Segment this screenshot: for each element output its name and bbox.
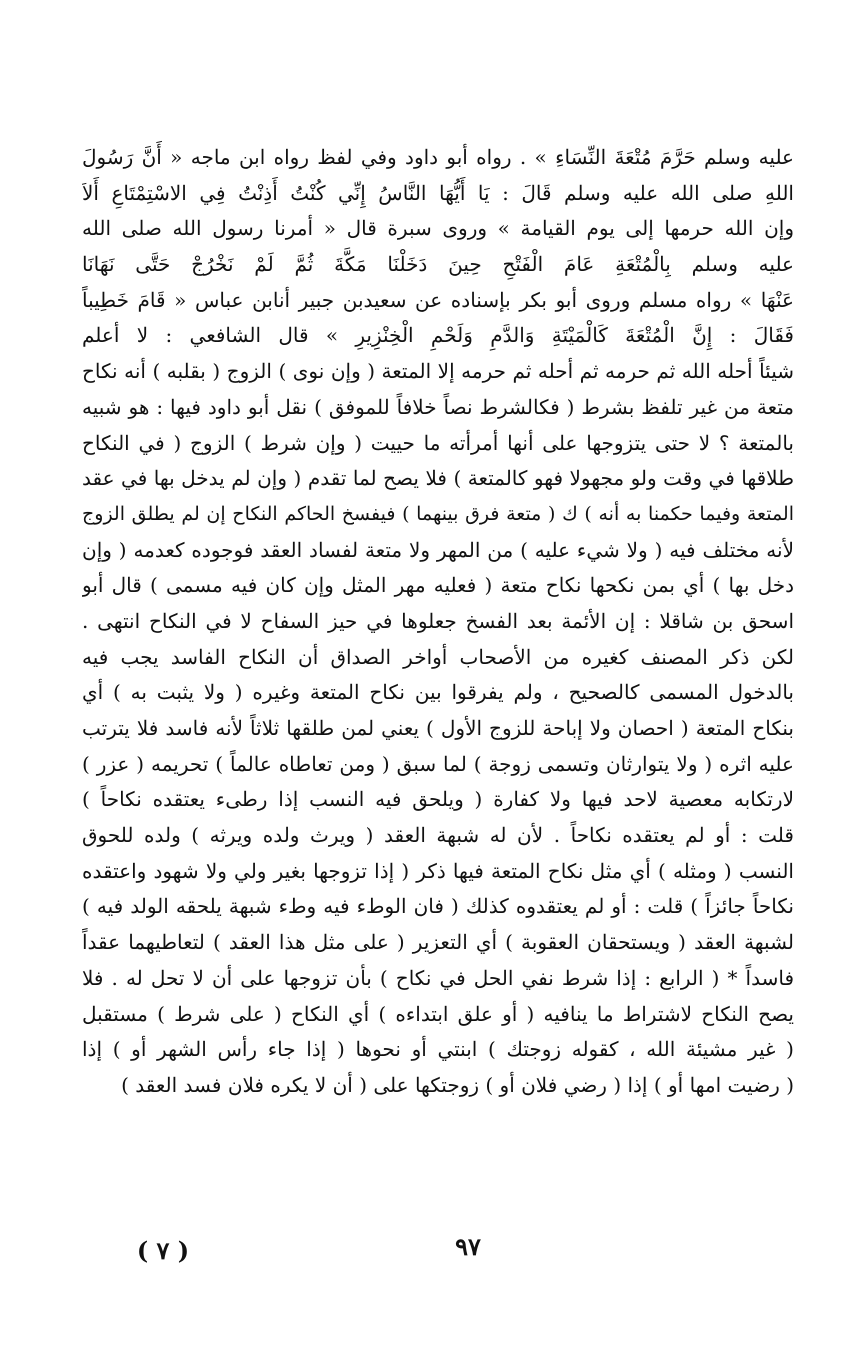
text-line: بنكاح المتعة ( احصان ولا إباحة للزوج الأول ) يعني لمن طلقها ثلاثاً لأنه فاسد فلا يترتب bbox=[82, 716, 794, 740]
text-line: عليه وسلم حَرَّمَ مُتْعَةَ النِّسَاءِ » . رواه أبو داود وفي لفظ رواه ابن ماجه « أَنَّ رَسُولَ bbox=[82, 145, 794, 169]
text-line: لشبهة العقد ( ويستحقان العقوبة ) أي التعزير ( على مثل هذا العقد ) لتعاطيهما عقداً bbox=[82, 930, 794, 955]
body-text bbox=[82, 140, 794, 1104]
page-number: ٩٧ bbox=[455, 1232, 481, 1261]
text-line: دخل بها ) أي بمن نكحها نكاح متعة ( فعليه مهر المثل وإن كان فيه مسمى ) قال أبو bbox=[82, 573, 794, 598]
text-line: قلت : أو لم يعتقده نكاحاً . لأن له شبهة العقد ( ويرث ولده ويرثه ) ولده للحوق bbox=[82, 823, 794, 848]
text-line: طلاقها في وقت ولو مجهولا فهو كالمتعة ) فلا يصح لما تقدم ( وإن لم يدخل بها في عقد bbox=[82, 466, 794, 491]
text-line: لكن ذكر المصنف كغيره من الأصحاب أواخر الصداق أن النكاح الفاسد يجب فيه bbox=[82, 644, 794, 669]
text-line: اللهِ صلى الله عليه وسلم قَالَ : يَا أَيُّهَا النَّاسُ إِنِّي كُنْتُ أَذِنْتُ فِي الاسْتِمْتَاعِ أَلاَ bbox=[82, 180, 794, 205]
text-line: متعة من غير تلفظ بشرط ( فكالشرط نصاً خلافاً للموفق ) نقل أبو داود فيها : هو شبيه bbox=[82, 394, 794, 419]
text-line: فَقَالَ : إِنَّ الْمُتْعَةَ كَالْمَيْتَةِ وَالدَّمِ وَلَحْمِ الْخِنْزِيرِ » قال الشافعي : لا أعلم bbox=[82, 323, 794, 348]
text-line: عليه اثره ( ولا يتوارثان وتسمى زوجة ) لما سبق ( ومن تعاطاه عالماً ) تحريمه ( عزر ) bbox=[82, 751, 794, 776]
text-line: يصح النكاح لاشتراط ما ينافيه ( أو علق ابتداءه ) أي النكاح ( على شرط ) مستقبل bbox=[82, 1001, 794, 1026]
text-line: فاسداً * ( الرابع : إذا شرط نفي الحل في نكاح ) بأن تزوجها على أن لا تحل له . فلا bbox=[82, 965, 794, 990]
text-line: لأنه مختلف فيه ( ولا شيء عليه ) من المهر ولا متعة لفساد العقد فوجوده كعدمه ( وإن bbox=[82, 537, 794, 562]
signature-mark: ( ٧ ) bbox=[136, 1236, 190, 1265]
text-line: لارتكابه معصية لاحد فيها ولا كفارة ( ويلحق فيه النسب إذا رطىء يعتقده نكاحاً ) bbox=[82, 787, 794, 812]
text-line: وإن الله حرمها إلى يوم القيامة » وروى سبرة قال « أمرنا رسول الله صلى الله bbox=[82, 216, 794, 241]
text-line: بالمتعة ؟ لا حتى يتزوجها على أنها أمرأته ما حييت ( وإن شرط ) الزوج ( في النكاح bbox=[82, 430, 794, 455]
text-line: نكاحاً جائزاً ) قلت : أو لم يعتقدوه كذلك ( فان الوطء فيه وطء شبهة يلحقه الولد فيه ) bbox=[82, 894, 794, 919]
text-line: النسب ( ومثله ) أي مثل نكاح المتعة فيها ذكر ( إذا تزوجها بغير ولي ولا شهود واعتقده bbox=[82, 858, 794, 883]
text-line: اسحق بن شاقلا : إن الأئمة بعد الفسخ جعلوها في حيز السفاح لا في النكاح انتهى . bbox=[82, 608, 794, 633]
text-line: شيئاً أحله الله ثم حرمه ثم أحله ثم حرمه إلا المتعة ( وإن نوى ) الزوج ( بقلبه ) أنه نكاح bbox=[82, 359, 794, 384]
text-line: المتعة وفيما حكمنا به أنه ) ك ( متعة فرق بينهما ) فيفسخ الحاكم النكاح إن لم يطلق الزوج bbox=[82, 502, 794, 525]
text-line: عَنْهَا » رواه مسلم وروى أبو بكر بإسناده عن سعيدبن جبير أنابن عباس « قَامَ خَطِيباً bbox=[82, 287, 794, 312]
text-line: ( رضيت امها أو ) إذا ( رضي فلان أو ) زوجتكها على ( أن لا يكره فلان فسد العقد ) bbox=[121, 1072, 794, 1097]
text-line: ( غير مشيئة الله ، كقوله زوجتك ) ابنتي أو نحوها ( إذا جاء رأس الشهر أو ) إذا bbox=[82, 1037, 794, 1062]
text-line: عليه وسلم بِالْمُتْعَةِ عَامَ الْفَتْحِ حِينَ دَخَلْنَا مَكَّةَ ثُمَّ لَمْ نَخْرُجْ حَتَّى نَهَانَا bbox=[82, 252, 794, 277]
text-line: بالدخول المسمى كالصحيح ، ولم يفرقوا بين نكاح المتعة وغيره ( ولا يثبت به ) أي bbox=[82, 680, 794, 705]
